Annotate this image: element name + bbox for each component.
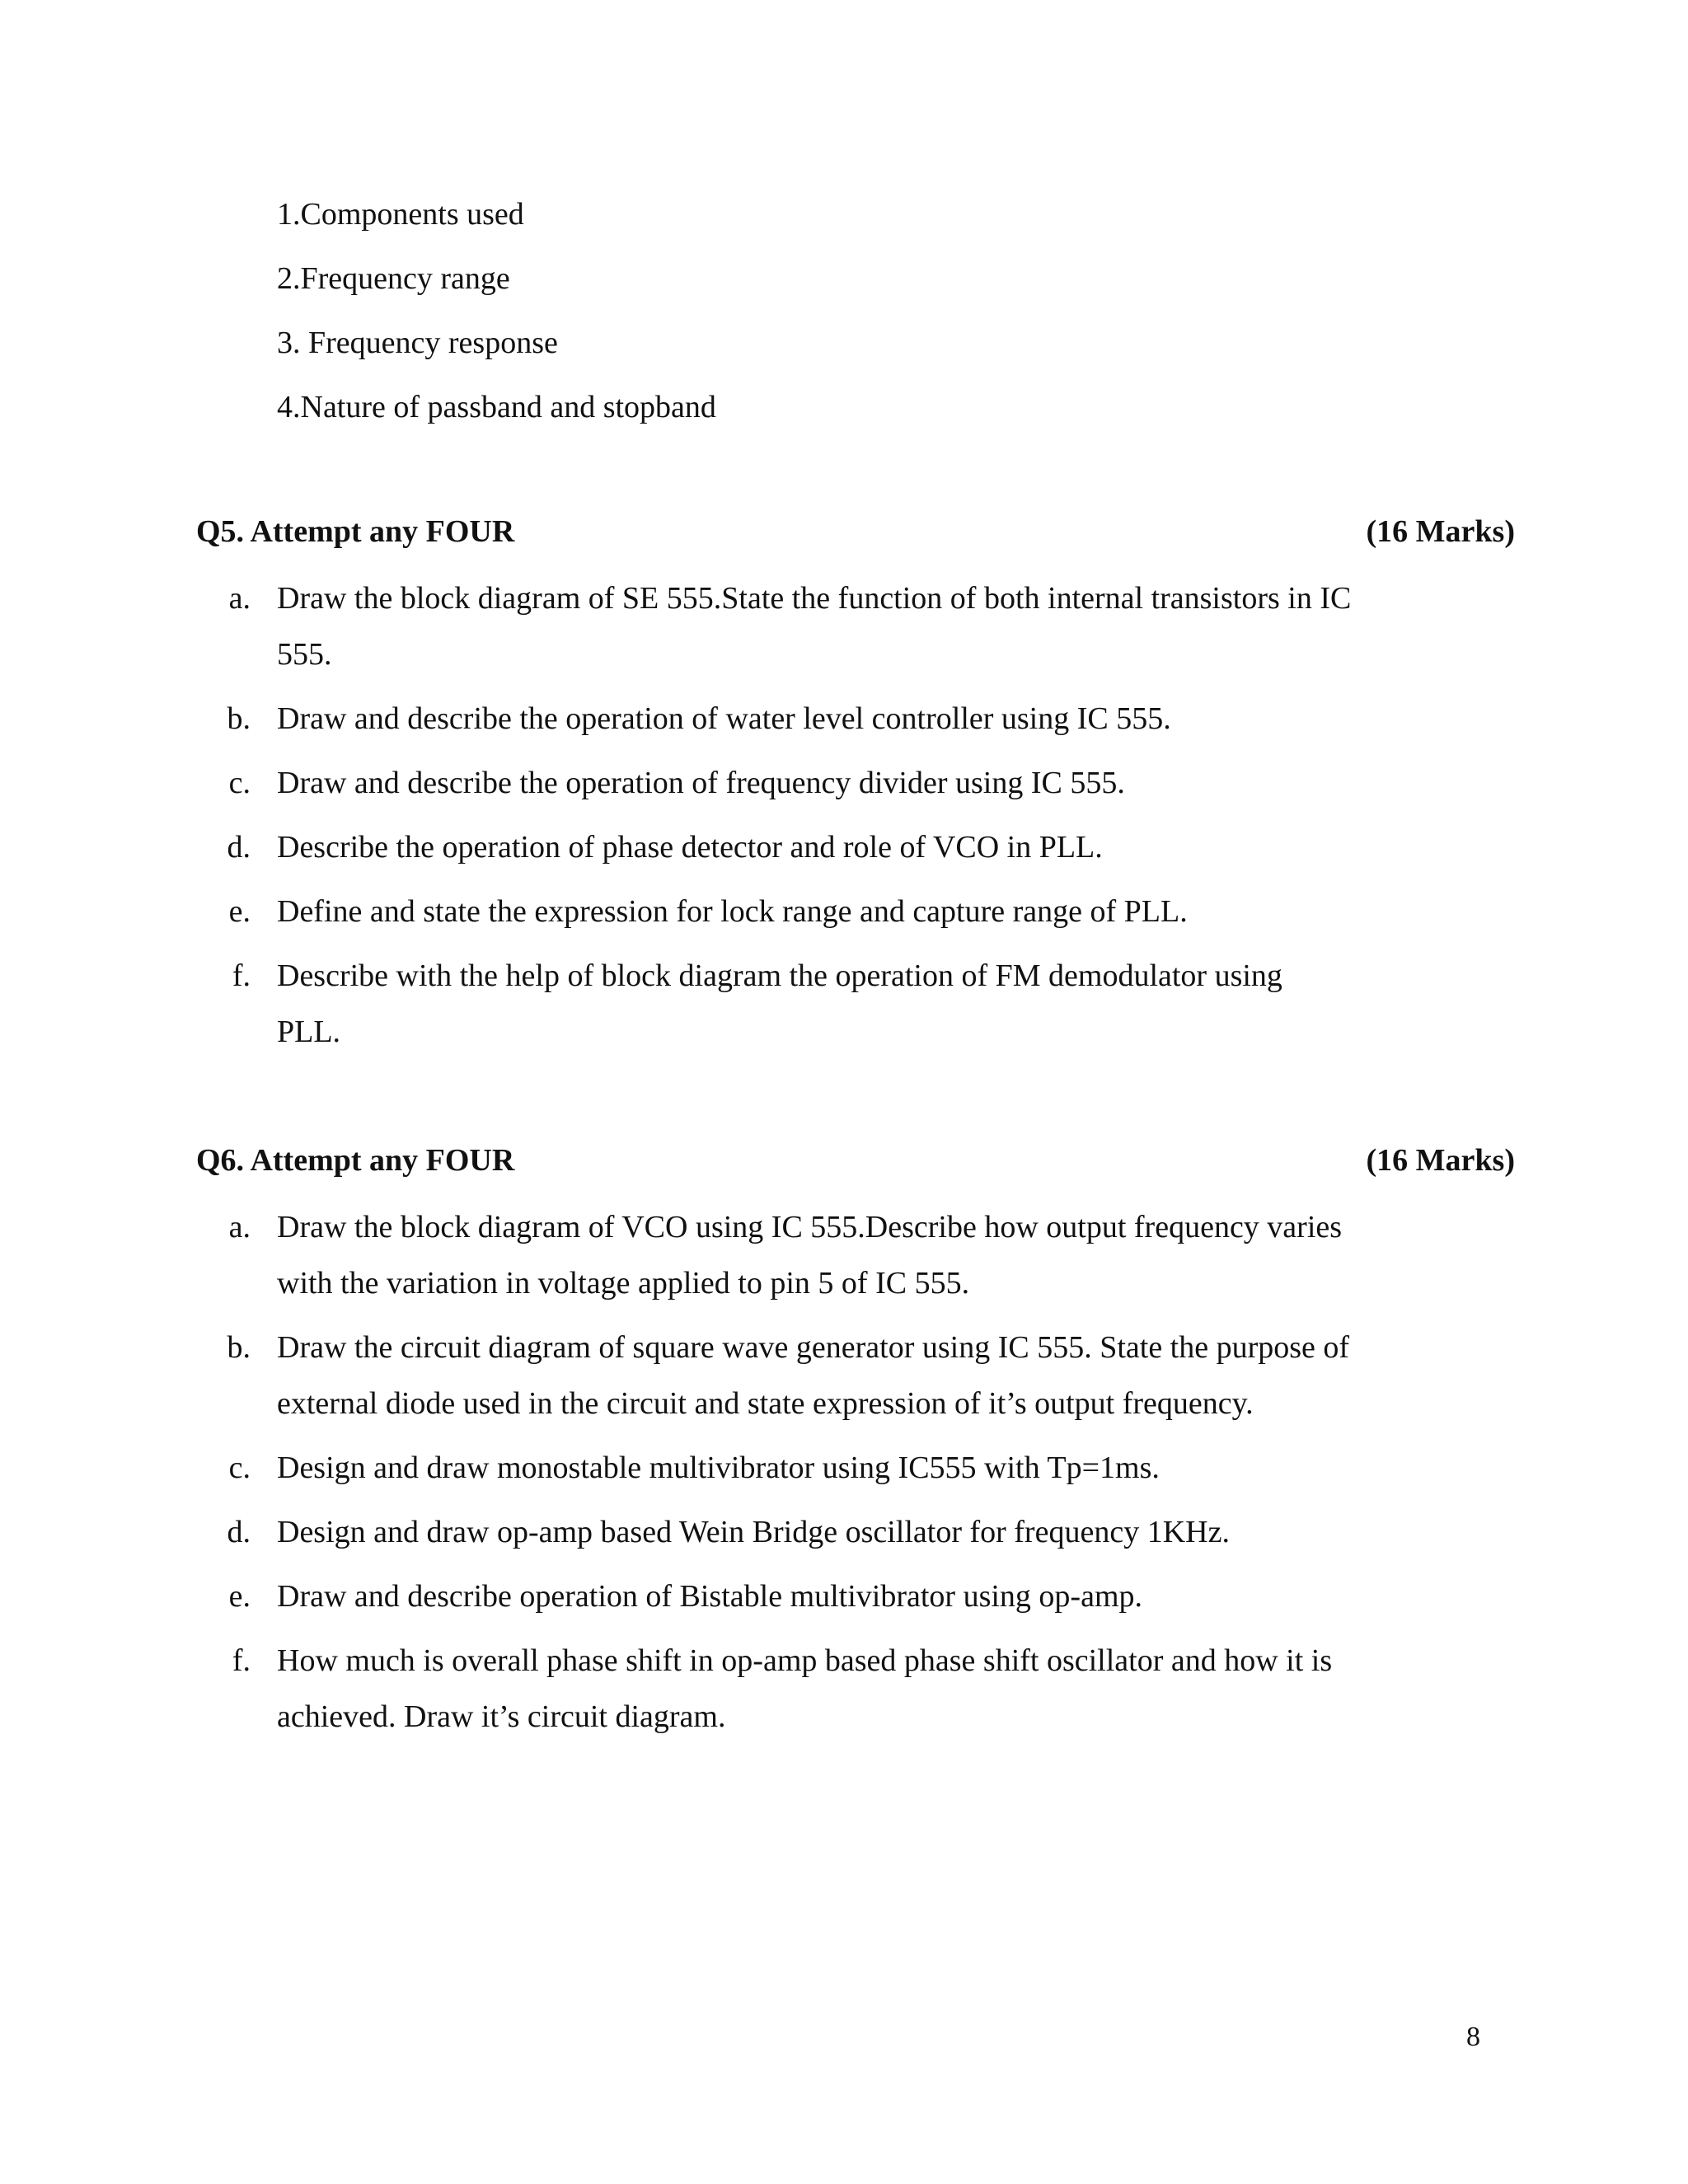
- intro-item: 2.Frequency range: [277, 261, 510, 296]
- question-letter: d.: [227, 1515, 251, 1549]
- question-text-line: with the variation in voltage applied to pin 5 of IC 555.: [277, 1266, 970, 1301]
- question-letter: b.: [227, 1330, 251, 1365]
- section-marks: (16 Marks): [1366, 1143, 1515, 1178]
- question-item: [196, 1633, 1563, 1745]
- question-item: [196, 1319, 1563, 1432]
- question-text-line: Draw the circuit diagram of square wave generator using IC 555. State the purpose of: [277, 1330, 1350, 1365]
- question-text-line: Design and draw op-amp based Wein Bridge oscillator for frequency 1KHz.: [277, 1515, 1230, 1549]
- question-text-line: PLL.: [277, 1015, 341, 1049]
- question-text-line: Draw the block diagram of VCO using IC 555.Describe how output frequency varies: [277, 1210, 1343, 1244]
- question-letter: c.: [228, 1451, 251, 1485]
- section-q6: [196, 1140, 1515, 1753]
- question-item: [196, 570, 1563, 682]
- question-item: [196, 691, 1563, 747]
- question-letter: a.: [228, 1210, 251, 1244]
- question-letter: c.: [228, 766, 251, 800]
- section-header: [196, 1140, 1515, 1181]
- question-text-line: Draw and describe operation of Bistable multivibrator using op-amp.: [277, 1579, 1143, 1614]
- question-letter: f.: [232, 1643, 251, 1678]
- question-text-line: achieved. Draw it’s circuit diagram.: [277, 1699, 726, 1734]
- question-letter: f.: [232, 958, 251, 993]
- intro-item: 1.Components used: [277, 197, 524, 232]
- question-text-line: Describe with the help of block diagram the operation of FM demodulator using: [277, 958, 1282, 993]
- section-title: Q5. Attempt any FOUR: [196, 514, 515, 549]
- question-item: [196, 948, 1563, 1060]
- question-item: [196, 1504, 1563, 1560]
- intro-item: 4.Nature of passband and stopband: [277, 390, 716, 424]
- section-marks: (16 Marks): [1366, 514, 1515, 549]
- question-text-line: 555.: [277, 637, 332, 672]
- question-letter: b.: [227, 701, 251, 736]
- question-item: [196, 1568, 1563, 1624]
- intro-item: 3. Frequency response: [277, 326, 558, 360]
- question-item: [196, 755, 1563, 811]
- question-text-line: Draw and describe the operation of water level controller using IC 555.: [277, 701, 1171, 736]
- question-letter: a.: [228, 581, 251, 616]
- section-title: Q6. Attempt any FOUR: [196, 1143, 515, 1178]
- question-letter: e.: [228, 1579, 251, 1614]
- section-q5: [196, 511, 1515, 1068]
- question-item: [196, 883, 1563, 940]
- question-text-line: How much is overall phase shift in op-amp based phase shift oscillator and how it is: [277, 1643, 1333, 1678]
- question-item: [196, 819, 1563, 875]
- question-text-line: external diode used in the circuit and state expression of it’s output frequency.: [277, 1386, 1254, 1421]
- question-item: [196, 1440, 1563, 1496]
- question-text-line: Draw and describe the operation of frequency divider using IC 555.: [277, 766, 1125, 800]
- question-letter: d.: [227, 830, 251, 865]
- question-list: [196, 1199, 1515, 1745]
- page-number: 8: [1466, 2022, 1480, 2052]
- section-header: [196, 511, 1515, 552]
- question-item: [196, 1199, 1563, 1311]
- question-list: [196, 570, 1515, 1060]
- question-text-line: Describe the operation of phase detector and role of VCO in PLL.: [277, 830, 1103, 865]
- question-text-line: Define and state the expression for lock range and capture range of PLL.: [277, 894, 1188, 929]
- question-text-line: Draw the block diagram of SE 555.State the function of both internal transistors in IC: [277, 581, 1352, 616]
- question-text-line: Design and draw monostable multivibrator using IC555 with Tp=1ms.: [277, 1451, 1160, 1485]
- question-letter: e.: [228, 894, 251, 929]
- intro-list: [277, 196, 1431, 453]
